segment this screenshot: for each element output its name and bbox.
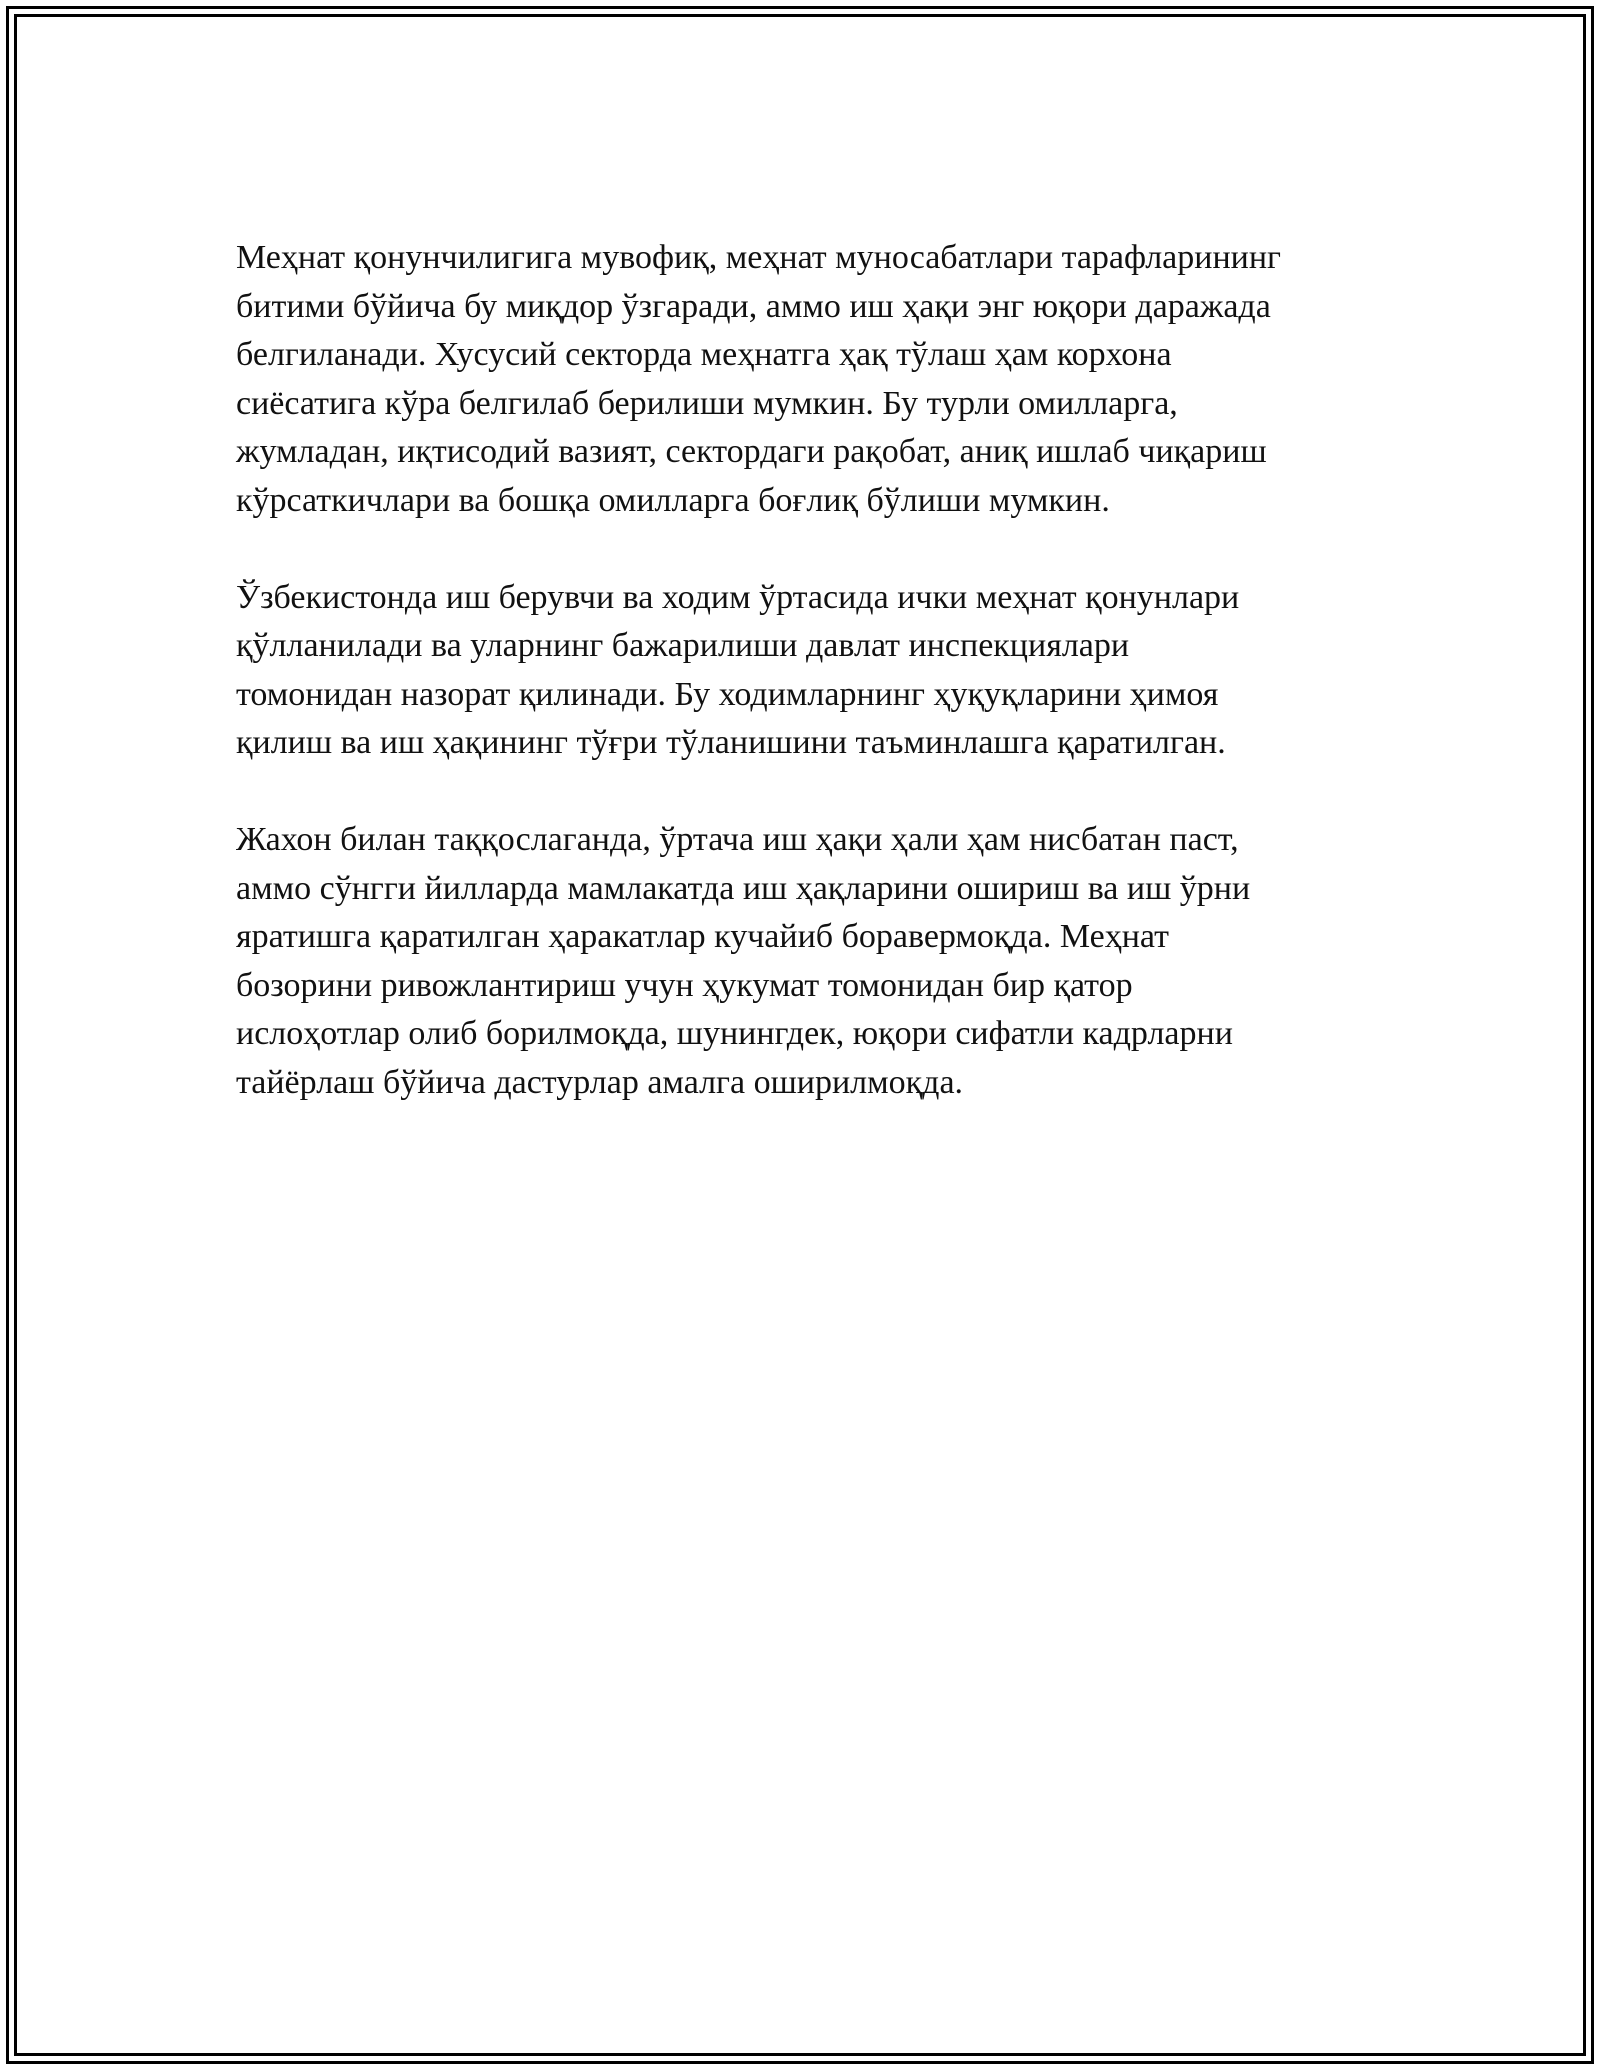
- paragraph-3: Жахон билан таққослаганда, ўртача иш ҳақи ҳали ҳам нисбатан паст, аммо сўнгги йилларда мамлакатда иш ҳақларини ошириш ва иш ўрни яратишга қаратилган ҳаракатлар кучайиб боравермоқда. Меҳнат бозорини ривожлантириш учун ҳукумат томонидан бир қатор ислоҳотлар олиб борилмоқда, шунингдек, юқори сифатли кадрларни тайёрлаш бўйича дастурлар амалга оширилмоқда.: [236, 820, 1251, 1101]
- paragraph-2: Ўзбекистонда иш берувчи ва ходим ўртасида ички меҳнат қонунлари қўлланилади ва уларнинг бажарилиши давлат инспекциялари томонидан назорат қилинади. Бу ходимларнинг ҳуқуқларини ҳимоя қилиш ва иш ҳақининг тўғри тўланишини таъминлашга қаратилган.: [236, 578, 1240, 762]
- document-body: [236, 234, 1386, 1156]
- paragraph-1: Меҳнат қонунчилигига мувофиқ, меҳнат муносабатлари тарафларининг битими бўйича бу миқдор ўзгаради, аммо иш ҳақи энг юқори даражада белгиланади. Хусусий секторда меҳнатга ҳақ тўлаш ҳам корхона сиёсатига кўра белгилаб берилиши мумкин. Бу турли омилларга, жумладан, иқтисодий вазият, сектордаги рақобат, аниқ ишлаб чиқариш кўрсаткичлари ва бошқа омилларга боғлиқ бўлиши мумкин.: [236, 239, 1281, 519]
